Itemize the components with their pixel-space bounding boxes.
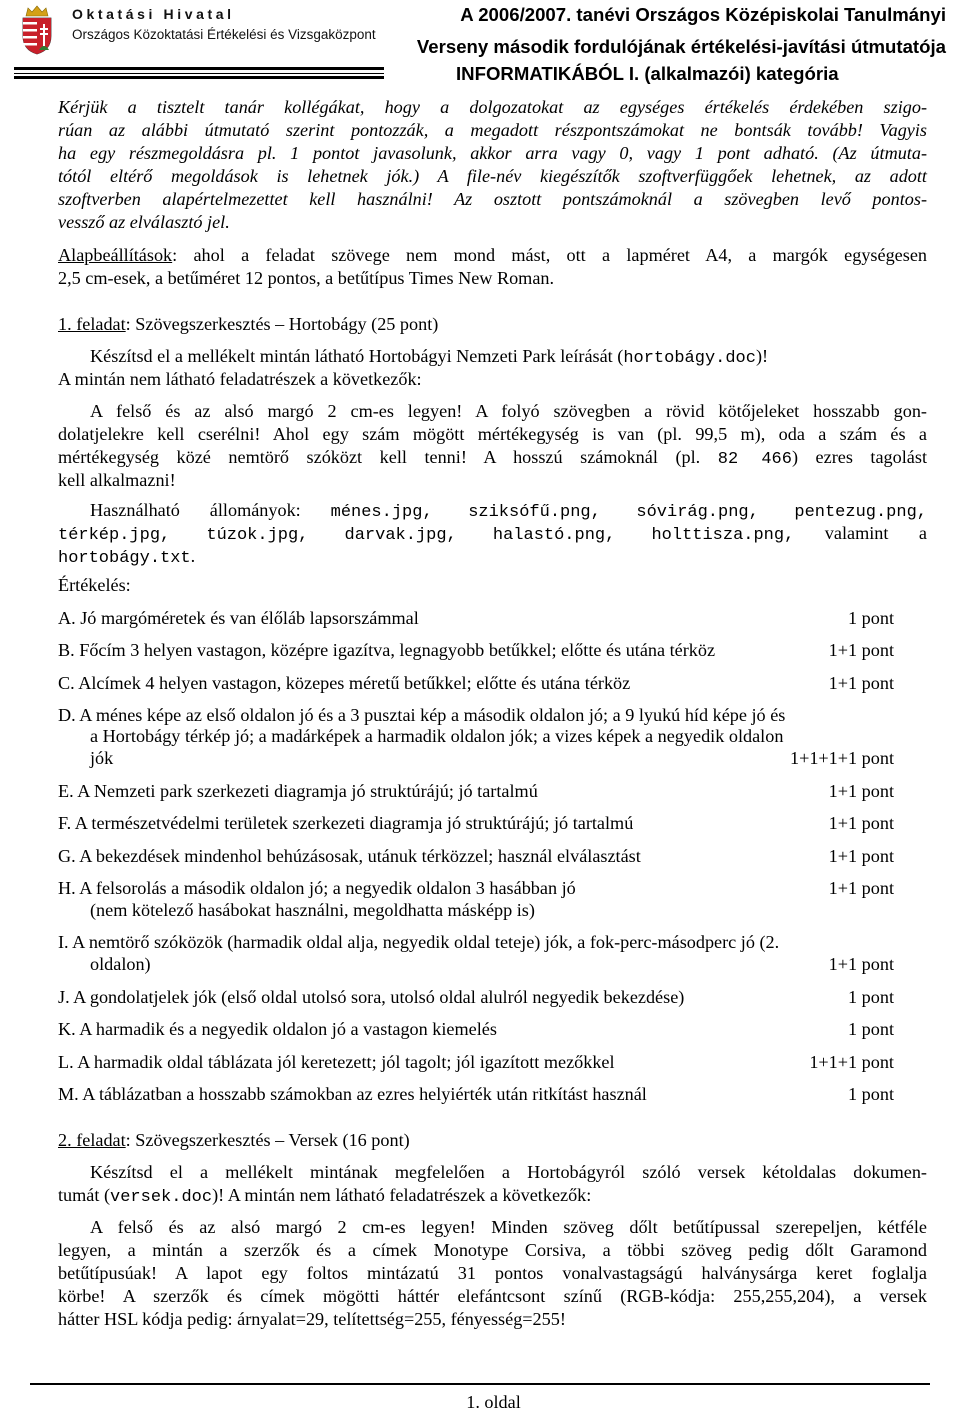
files-label: Használható állományok:	[90, 500, 301, 520]
task1-description: A mintán nem látható feladatrészek a következők:	[58, 369, 422, 389]
organization-subname: Országos Közoktatási Értékelési és Vizsgaközpont	[72, 27, 376, 42]
intro-line: Kérjük a tisztelt tanár kollégákat, hogy a dolgozatokat az egységes értékelés érdekében szigo-	[58, 97, 927, 117]
item-points: 1 pont	[848, 1084, 894, 1104]
item-points: 1+1 pont	[828, 813, 894, 833]
eval-item-d: D. A ménes képe az első oldalon jó és a 3 pusztai kép a második oldalon jó; a 9 lyukú híd képe jó és a Hortobágy térkép jó; a madárképek a harmadik oldalon jók; a vizes képek a negyedik oldalon jók 1+1+1+1 pont	[58, 705, 894, 768]
task2-requirement: A felső és az alsó margó 2 cm-es legyen! Minden szöveg dőlt betűtípussal szerepeljen, kétféle	[90, 1217, 927, 1237]
hungarian-coat-of-arms-icon	[18, 4, 56, 56]
task2-requirement: körbe! A szerzők és címek mögötti háttér elefántcsont színű (RGB-kódja: 255,255,204), a versek	[58, 1286, 927, 1306]
item-points: 1+1 pont	[828, 846, 894, 866]
header-rule-thin	[14, 73, 384, 74]
task2-requirement: betűtípusúak! A lapot egy foltos mintázatú 31 pontos vonalvastagságú halványsárga keret foglalja	[58, 1263, 927, 1283]
file-name: hortobágy.doc	[623, 349, 756, 368]
item-points: 1+1 pont	[828, 878, 894, 898]
task2-requirement: legyen, a mintán a szerzők és a címek Monotype Corsiva, a többi szöveg pedig dőlt Garamond	[58, 1240, 927, 1260]
task1-requirement: mértékegység közé nemtörő szóközt kell tenni! A hosszú számoknál (pl. 82 466) ezres tagolást	[58, 447, 928, 469]
task1-heading: 1. feladat: Szövegszerkesztés – Hortobágy (25 pont)	[58, 314, 439, 334]
item-points: 1+1 pont	[828, 640, 894, 660]
item-points: 1+1 pont	[828, 673, 894, 693]
item-points: 1 pont	[848, 987, 894, 1007]
item-points: 1 pont	[848, 1019, 894, 1039]
file-list: ménes.jpg, sziksófű.png, sóvirág.png, pentezug.png,	[330, 503, 927, 522]
intro-line: rúan az alábbi útmutató szerint pontozzák, a megadott részpontszámokat ne bontsák tovább! Vagyis	[58, 120, 927, 140]
files-line	[90, 500, 927, 524]
eval-item-a: A. Jó margóméretek és van élőláb lapsorszámmal 1 pont	[58, 608, 894, 628]
task1-label: 1. feladat	[58, 314, 126, 334]
defaults-label: Alapbeállítások	[58, 245, 173, 265]
intro-line: vessző az elválasztó jel.	[58, 212, 230, 232]
eval-item-b: B. Főcím 3 helyen vastagon, középre igazítva, legnagyobb betűkkel; előtte és utána térköz 1+1 pont	[58, 640, 894, 660]
file-name: versek.doc	[110, 1188, 213, 1207]
task1-requirement: kell alkalmazni!	[58, 470, 176, 490]
item-points: 1 pont	[848, 608, 894, 628]
page-header	[0, 0, 960, 82]
eval-item-k: K. A harmadik és a negyedik oldalon jó a vastagon kiemelés 1 pont	[58, 1019, 894, 1039]
organization-name: Oktatási Hivatal	[72, 6, 235, 22]
item-continuation: (nem kötelező hasábokat használni, megoldhatta másképp is)	[90, 900, 535, 920]
files-line: térkép.jpg, túzok.jpg, darvak.jpg, halastó.png, holttisza.png, valamint a	[58, 523, 928, 545]
eval-item-j: J. A gondolatjelek jók (első oldal utolsó sora, utolsó oldal alulról negyedik bekezdése) 1 pont	[58, 987, 894, 1007]
eval-item-i: I. A nemtörő szóközök (harmadik oldal alja, negyedik oldal teteje) jók, a fok-perc-másodperc jó (2. oldalon) 1+1 pont	[58, 932, 894, 974]
item-points: 1+1 pont	[828, 781, 894, 801]
evaluation-label: Értékelés:	[58, 575, 131, 595]
eval-item-g: G. A bekezdések mindenhol behúzásosak, utánuk térközzel; használ elválasztást 1+1 pont	[58, 846, 894, 866]
page-number: 1. oldal	[466, 1392, 521, 1412]
task1-requirement: dolatjelekre kell cserélni! Ahol egy szám mögött mértékegység is van (pl. 99,5 m), oda a szám és a	[58, 424, 927, 444]
document-title-line3: INFORMATIKÁBÓL I. (alkalmazói) kategória	[456, 63, 839, 84]
defaults-line: Alapbeállítások: ahol a feladat szövege nem mond mást, ott a lapméret A4, a margók egységesen	[58, 245, 927, 265]
header-rule	[14, 67, 384, 70]
document-title-line1: A 2006/2007. tanévi Országos Középiskolai Tanulmányi	[460, 4, 946, 25]
eval-item-m: M. A táblázatban a hosszabb számokban az ezres helyiérték után ritkítást használ 1 pont	[58, 1084, 894, 1104]
header-rule-bottom	[14, 76, 384, 79]
eval-item-e: E. A Nemzeti park szerkezeti diagramja jó struktúrájú; jó tartalmú 1+1 pont	[58, 781, 894, 801]
defaults-line: 2,5 cm-esek, a betűméret 12 pontos, a betűtípus Times New Roman.	[58, 268, 555, 288]
item-continuation: oldalon)	[90, 954, 151, 974]
intro-line: szoftverben alapértelmezettet kell használni! Az osztott pontszámoknál a szövegben levő pontos-	[58, 189, 927, 209]
eval-item-f: F. A természetvédelmi területek szerkezeti diagramja jó struktúrájú; jó tartalmú 1+1 pont	[58, 813, 894, 833]
task2-description: Készítsd el a mellékelt mintának megfelelően a Hortobágyról szóló versek kétoldalas dokumen-	[90, 1162, 927, 1182]
number-example: 82 466	[717, 450, 792, 469]
footer-rule	[30, 1383, 930, 1385]
item-points: 1+1 pont	[828, 954, 894, 974]
eval-item-l: L. A harmadik oldal táblázata jól keretezett; jól tagolt; jól igazított mezőkkel 1+1+1 pont	[58, 1052, 894, 1072]
intro-line: ha egy részmegoldásra pl. 1 pontot javasolunk, akkor arra vagy 0, vagy 1 pont adható. (Az útmuta-	[58, 143, 927, 163]
task2-requirement: hátter HSL kódja pedig: árnyalat=29, telítettség=255, fényesség=255!	[58, 1309, 566, 1329]
files-line: hortobágy.txt.	[58, 546, 196, 568]
item-continuation: a Hortobágy térkép jó; a madárképek a harmadik oldalon jók; a vizes képek a negyedik oldalon	[90, 726, 784, 746]
eval-item-c: C. Alcímek 4 helyen vastagon, közepes méretű betűkkel; előtte és utána térköz 1+1 pont	[58, 673, 894, 693]
intro-line: tótól eltérő megoldások is lehetnek jók.) A file-név kiegészítők szoftverfüggőek lehetnek, az adott	[58, 166, 927, 186]
task2-heading: 2. feladat: Szövegszerkesztés – Versek (16 pont)	[58, 1130, 410, 1150]
item-points: 1+1+1+1 pont	[789, 748, 894, 768]
item-continuation: jók	[90, 748, 114, 768]
document-title-line2: Verseny második fordulójának értékelési-javítási útmutatója	[416, 36, 946, 57]
task1-requirement: A felső és az alsó margó 2 cm-es legyen! A folyó szövegben a rövid kötőjeleket hosszabb gon-	[90, 401, 927, 421]
file-name: hortobágy.txt	[58, 549, 191, 568]
eval-item-h: H. A felsorolás a második oldalon jó; a negyedik oldalon 3 hasábban jó 1+1 pont (nem kötelező hasábokat használni, megoldhatta másképp is)	[58, 878, 894, 920]
file-list: térkép.jpg, túzok.jpg, darvak.jpg, halastó.png, holttisza.png,	[58, 526, 795, 545]
task2-label: 2. feladat	[58, 1130, 126, 1150]
task1-description: Készítsd el a mellékelt mintán látható Hortobágyi Nemzeti Park leírását (hortobágy.doc)!	[90, 346, 769, 368]
item-points: 1+1+1 pont	[809, 1052, 894, 1072]
task2-description: tumát (versek.doc)! A mintán nem látható feladatrészek a következők:	[58, 1185, 592, 1207]
